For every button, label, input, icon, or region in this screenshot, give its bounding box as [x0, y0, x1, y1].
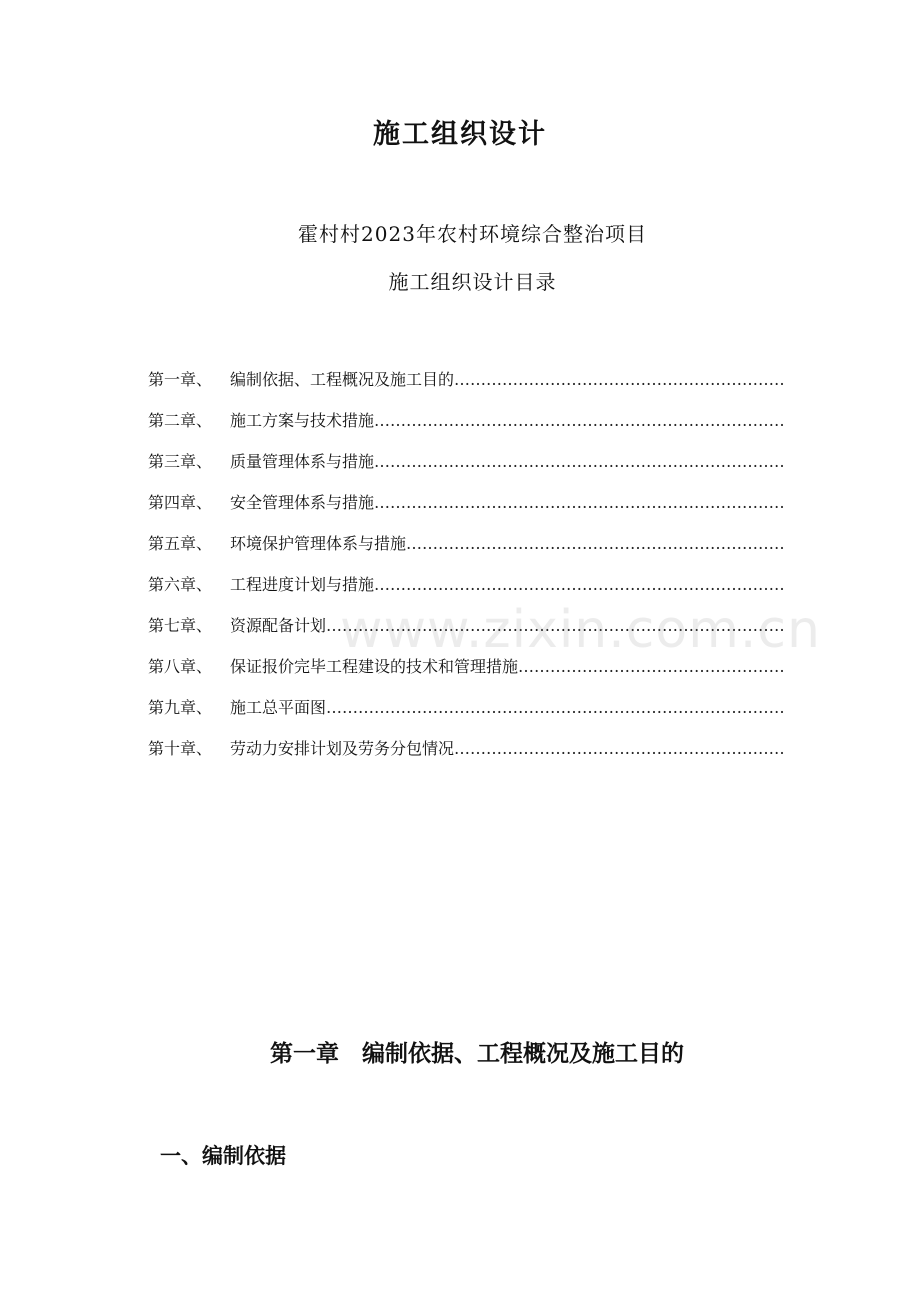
toc-entry[interactable]: [148, 408, 786, 449]
toc-chapter-number: 第三章、: [148, 452, 213, 471]
table-of-contents: [148, 367, 786, 777]
document-title: 施工组织设计: [373, 119, 547, 150]
toc-dot-leader: [374, 493, 786, 512]
toc-entry[interactable]: [148, 654, 786, 695]
toc-dot-leader: [374, 411, 786, 430]
toc-chapter-number: 第六章、: [148, 575, 213, 594]
chapter-heading: 第一章 编制依据、工程概况及施工目的: [270, 1041, 684, 1067]
toc-chapter-number: 第八章、: [148, 657, 213, 676]
toc-entry[interactable]: [148, 736, 786, 777]
toc-chapter-title: 劳动力安排计划及劳务分包情况: [230, 739, 455, 758]
toc-chapter-title: 质量管理体系与措施: [230, 452, 375, 471]
toc-chapter-title: 施工方案与技术措施: [230, 411, 375, 430]
toc-entry[interactable]: [148, 449, 786, 490]
toc-chapter-number: 第七章、: [148, 616, 213, 635]
toc-dot-leader: [326, 698, 786, 717]
toc-chapter-number: 第一章、: [148, 370, 213, 389]
toc-chapter-number: 第四章、: [148, 493, 213, 512]
toc-dot-leader: [326, 616, 786, 635]
toc-dot-leader: [374, 452, 786, 471]
toc-chapter-title: 工程进度计划与措施: [230, 575, 375, 594]
toc-entry[interactable]: [148, 531, 786, 572]
watermark: www.zixin.com.cn: [340, 600, 821, 660]
section-heading: 一、编制依据: [160, 1144, 286, 1168]
toc-chapter-title: 保证报价完毕工程建设的技术和管理措施: [230, 657, 519, 676]
toc-dot-leader: [374, 575, 786, 594]
toc-chapter-title: 安全管理体系与措施: [230, 493, 375, 512]
toc-chapter-title: 环境保护管理体系与措施: [230, 534, 407, 553]
toc-entry[interactable]: [148, 490, 786, 531]
toc-dot-leader: [406, 534, 786, 553]
toc-chapter-number: 第五章、: [148, 534, 213, 553]
toc-chapter-number: 第十章、: [148, 739, 213, 758]
toc-entry[interactable]: [148, 695, 786, 736]
toc-entry[interactable]: [148, 613, 786, 654]
toc-chapter-title: 编制依据、工程概况及施工目的: [230, 370, 455, 389]
toc-chapter-title: 资源配备计划: [230, 616, 327, 635]
toc-chapter-title: 施工总平面图: [230, 698, 327, 717]
toc-chapter-number: 第九章、: [148, 698, 213, 717]
toc-chapter-number: 第二章、: [148, 411, 213, 430]
toc-title: 施工组织设计目录: [388, 270, 557, 294]
toc-entry[interactable]: [148, 367, 786, 408]
toc-dot-leader: [454, 370, 786, 389]
toc-entry[interactable]: [148, 572, 786, 613]
project-name: 霍村村2023年农村环境综合整治项目: [298, 222, 647, 246]
toc-dot-leader: [454, 739, 786, 758]
toc-dot-leader: [518, 657, 786, 676]
